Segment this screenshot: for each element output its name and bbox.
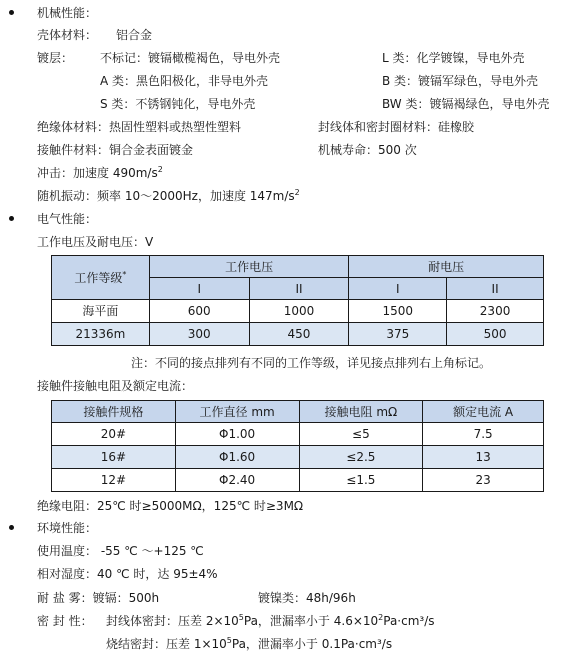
- col-header: 接触件规格: [52, 401, 176, 423]
- cell: 500: [447, 323, 544, 346]
- sub-header: II: [447, 278, 544, 300]
- seal-2-part-b: Pa，泄漏率小于 0.1Pa·cm³/s: [231, 637, 393, 651]
- cell: 300: [149, 323, 249, 346]
- seal-2-exp: 5: [226, 636, 232, 645]
- salt-spray-nickel: 镀镍类：48h/96h: [258, 591, 356, 605]
- col-header: 工作直径 mm: [175, 401, 299, 423]
- col-header: 额定电流 A: [423, 401, 544, 423]
- cell: Φ2.40: [175, 469, 299, 492]
- plating-none: 不标记：镀镉橄榄褐色，导电外壳: [100, 51, 281, 65]
- shell-material-label: 壳体材料：: [37, 28, 98, 42]
- table-row: [52, 300, 544, 323]
- seal-line-2: [106, 636, 392, 652]
- row-name: 海平面: [52, 300, 150, 323]
- cell: ≤5: [299, 423, 423, 446]
- cell: 450: [249, 323, 349, 346]
- col-header: 接触电阻 mΩ: [299, 401, 423, 423]
- random-vibration: [37, 188, 300, 204]
- cell: ≤1.5: [299, 469, 423, 492]
- cell: 23: [423, 469, 544, 492]
- cell: 2300: [447, 300, 544, 323]
- seal-1-part-c: Pa·cm³/s: [383, 614, 435, 628]
- seal-1-part-b: Pa，泄漏率小于 4.6×10: [243, 614, 379, 628]
- voltage-table: [51, 255, 544, 346]
- cell: 12#: [52, 469, 176, 492]
- table-row: [52, 423, 544, 446]
- work-voltage-header: 工作电压: [149, 256, 349, 278]
- cell: 1500: [349, 300, 447, 323]
- plating-s: S 类：不锈钢钝化，导电外壳: [100, 97, 256, 111]
- mech-title: 机械性能：: [37, 6, 98, 20]
- plating-l: L 类：化学镀镍，导电外壳: [382, 51, 525, 65]
- contact-material: 接触件材料：铜合金表面镀金: [37, 143, 194, 157]
- vibration-text: 随机振动：频率 10～2000Hz，加速度 147m/s: [37, 189, 295, 203]
- plating-b: B 类：镀镉军绿色，导电外壳: [382, 74, 539, 88]
- grade-mark: *: [122, 269, 127, 279]
- shock-exponent: 2: [157, 165, 163, 174]
- insulator-material: 绝缘体材料：热固性塑料或热塑性塑料: [37, 120, 242, 134]
- elec-title: 电气性能：: [37, 212, 98, 226]
- operating-temperature: 使用温度： -55 ℃ ～+125 ℃: [37, 544, 204, 558]
- cell: 600: [149, 300, 249, 323]
- cell: 13: [423, 446, 544, 469]
- table-row: [52, 446, 544, 469]
- shock: [37, 165, 163, 181]
- shock-text: 冲击：加速度 490m/s: [37, 166, 158, 180]
- voltage-heading: 工作电压及耐电压：V: [37, 235, 154, 249]
- seal-2-part-a: 烧结密封：压差 1×10: [106, 637, 227, 651]
- env-title: 环境性能：: [37, 521, 98, 535]
- bullet-elec: [9, 216, 14, 221]
- voltage-note: 注：不同的接点排列有不同的工作等级，详见接点排列右上角标记。: [131, 356, 492, 370]
- plating-label: 镀层：: [37, 51, 74, 65]
- cell: ≤2.5: [299, 446, 423, 469]
- withstand-voltage-header: 耐电压: [349, 256, 544, 278]
- mechanical-life: 机械寿命：500 次: [318, 143, 417, 157]
- shell-material-value: 铝合金: [116, 28, 153, 42]
- vibration-exponent: 2: [294, 188, 300, 197]
- salt-spray: 耐 盐 雾：镀镉：500h: [37, 591, 160, 605]
- sealing-label: 密 封 性：: [37, 614, 93, 628]
- bullet-mech: [9, 10, 14, 15]
- bullet-env: [9, 525, 14, 530]
- cell: 20#: [52, 423, 176, 446]
- cell: 7.5: [423, 423, 544, 446]
- cell: Φ1.00: [175, 423, 299, 446]
- table-row: [52, 469, 544, 492]
- cell: 16#: [52, 446, 176, 469]
- cell: Φ1.60: [175, 446, 299, 469]
- contact-table: [51, 400, 544, 492]
- plating-a: A 类：黑色阳极化，非导电外壳: [100, 74, 269, 88]
- table-row: [52, 323, 544, 346]
- seal-1-exp-a: 5: [238, 613, 244, 622]
- insulation-resistance: 绝缘电阻：25℃ 时≥5000MΩ，125℃ 时≥3MΩ: [37, 499, 304, 513]
- sub-header: I: [149, 278, 249, 300]
- cell: 1000: [249, 300, 349, 323]
- grade-label: 工作等级: [74, 270, 123, 285]
- resistance-heading: 接触件接触电阻及额定电流：: [37, 379, 194, 393]
- seal-material: 封线体和密封圈材料：硅橡胶: [318, 120, 475, 134]
- seal-1-exp-b: 2: [378, 613, 384, 622]
- sub-header: I: [349, 278, 447, 300]
- seal-1-part-a: 封线体密封：压差 2×10: [106, 614, 239, 628]
- sub-header: II: [249, 278, 349, 300]
- cell: 375: [349, 323, 447, 346]
- grade-header: [52, 256, 150, 300]
- seal-line-1: [106, 613, 435, 629]
- row-name: 21336m: [52, 323, 150, 346]
- plating-bw: BW 类：镀镉褐绿色，导电外壳: [382, 97, 550, 111]
- relative-humidity: 相对湿度：40 ℃ 时，达 95±4%: [37, 567, 218, 581]
